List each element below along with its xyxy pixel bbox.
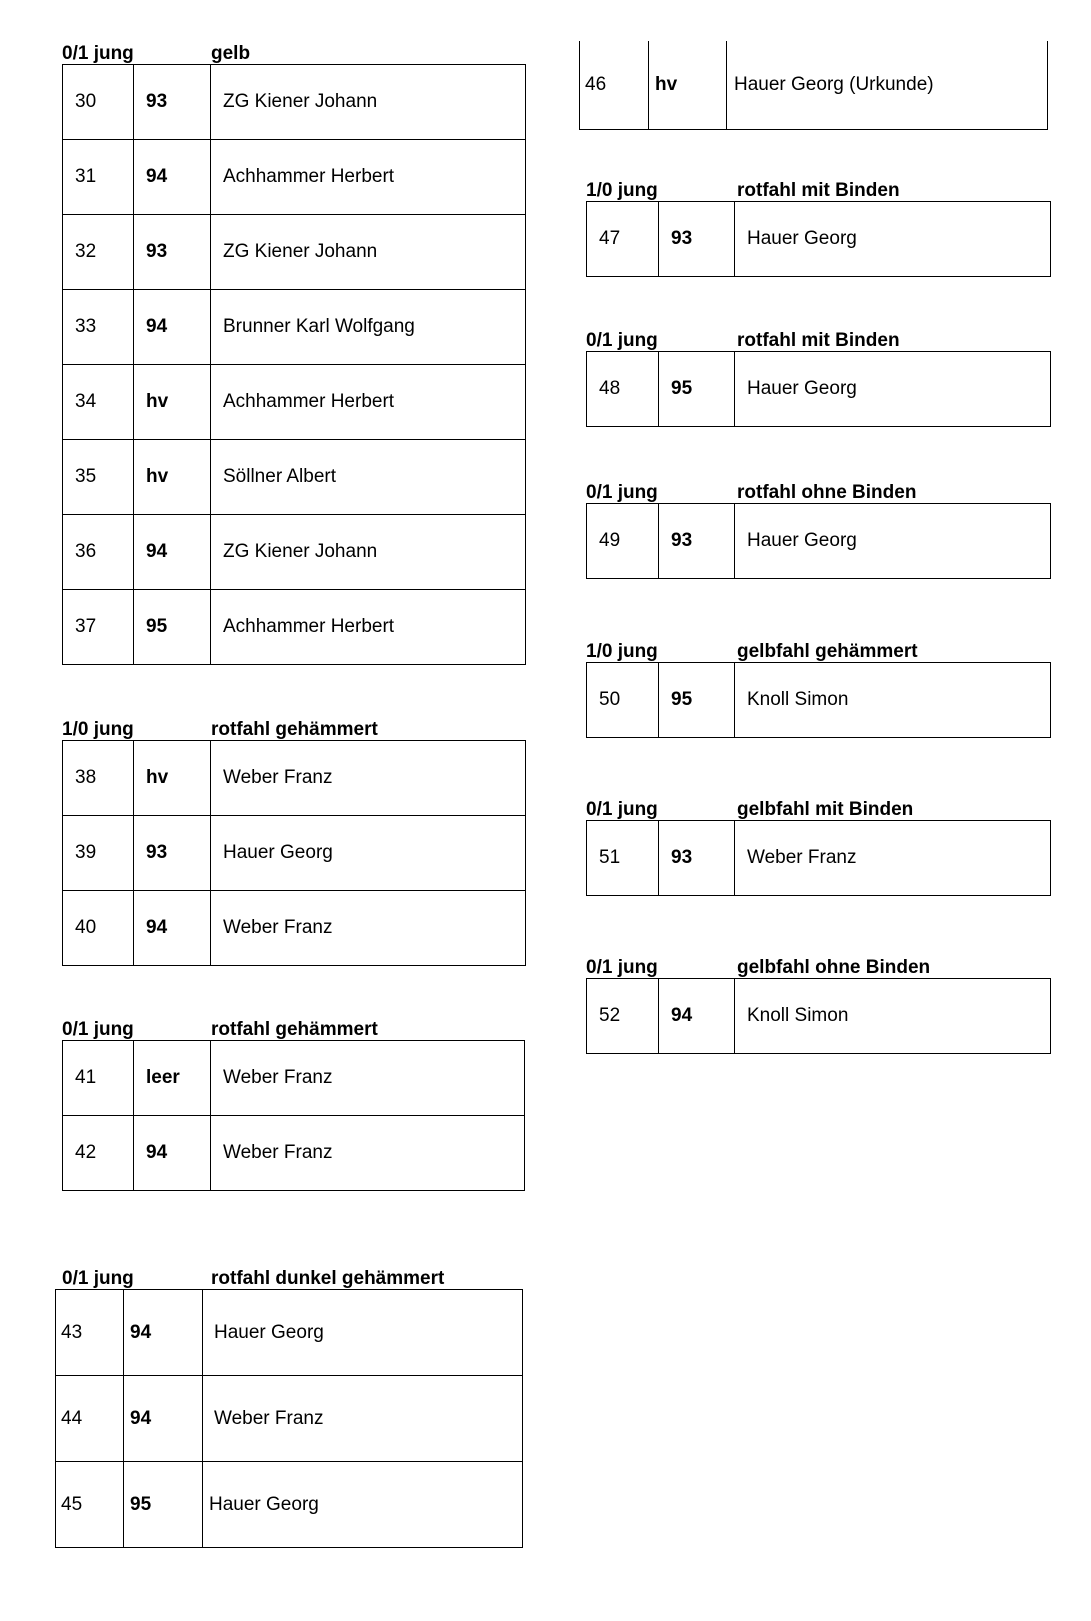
table-row — [63, 515, 526, 590]
group-block — [62, 1020, 525, 1191]
entry-name: ZG Kiener Johann — [211, 515, 526, 590]
entries-table — [62, 740, 526, 966]
entry-number: 52 — [587, 979, 659, 1054]
group-heading — [62, 1020, 525, 1040]
entry-number: 43 — [56, 1290, 124, 1376]
entry-name: Hauer Georg — [203, 1462, 523, 1548]
table-row — [63, 1116, 525, 1191]
entry-score: 93 — [659, 202, 735, 277]
entry-score: 95 — [124, 1462, 203, 1548]
entry-number: 33 — [63, 290, 134, 365]
group-color-label: gelbfahl ohne Binden — [737, 957, 931, 978]
entry-name: Weber Franz — [735, 821, 1051, 896]
group-color-label: rotfahl gehämmert — [211, 1019, 378, 1040]
entry-number: 45 — [56, 1462, 124, 1548]
entry-score: 94 — [124, 1290, 203, 1376]
group-color-label: rotfahl ohne Binden — [737, 482, 917, 503]
table-row — [63, 365, 526, 440]
table-row — [587, 352, 1051, 427]
entry-name: Hauer Georg — [735, 504, 1051, 579]
entry-number: 49 — [587, 504, 659, 579]
group-block — [579, 41, 1048, 130]
entry-name: Söllner Albert — [211, 440, 526, 515]
table-row — [580, 41, 1048, 129]
table-row — [63, 891, 526, 966]
group-heading — [586, 800, 1051, 820]
group-color-label: rotfahl mit Binden — [737, 330, 900, 351]
entry-name: Hauer Georg — [735, 352, 1051, 427]
entries-table — [62, 1040, 525, 1191]
entry-name: Hauer Georg — [203, 1290, 523, 1376]
entry-number: 32 — [63, 215, 134, 290]
entry-number: 37 — [63, 590, 134, 665]
table-row — [63, 215, 526, 290]
group-heading — [586, 331, 1051, 351]
entry-number: 47 — [587, 202, 659, 277]
entry-name: Achhammer Herbert — [211, 140, 526, 215]
entries-table — [55, 1289, 523, 1548]
entry-number: 31 — [63, 140, 134, 215]
group-color-label: gelbfahl mit Binden — [737, 799, 914, 820]
entry-name: Hauer Georg — [735, 202, 1051, 277]
entry-score: 94 — [134, 1116, 211, 1191]
group-block — [586, 331, 1051, 427]
group-class-label: 0/1 jung — [62, 43, 134, 64]
table-row — [587, 663, 1051, 738]
table-row — [63, 65, 526, 140]
entry-score: 93 — [134, 215, 211, 290]
entry-score: 94 — [124, 1376, 203, 1462]
group-block — [62, 44, 526, 665]
table-row — [56, 1290, 523, 1376]
group-color-label: rotfahl gehämmert — [211, 719, 378, 740]
entry-score: hv — [134, 741, 211, 816]
entry-number: 30 — [63, 65, 134, 140]
entry-name: Knoll Simon — [735, 979, 1051, 1054]
entry-score: 94 — [134, 140, 211, 215]
entry-number: 36 — [63, 515, 134, 590]
entry-name: Achhammer Herbert — [211, 365, 526, 440]
entry-number: 40 — [63, 891, 134, 966]
entry-score: 93 — [134, 65, 211, 140]
entry-score: 94 — [659, 979, 735, 1054]
entry-name: Weber Franz — [211, 741, 526, 816]
entry-number: 38 — [63, 741, 134, 816]
group-class-label: 1/0 jung — [586, 180, 658, 201]
table-row — [587, 821, 1051, 896]
entry-score: 93 — [659, 504, 735, 579]
group-color-label: rotfahl dunkel gehämmert — [211, 1268, 445, 1289]
entry-number: 48 — [587, 352, 659, 427]
entry-name: Hauer Georg — [211, 816, 526, 891]
entry-number: 35 — [63, 440, 134, 515]
entries-table — [586, 978, 1051, 1054]
entries-table — [586, 351, 1051, 427]
table-row — [63, 1041, 525, 1116]
entry-score: 94 — [134, 290, 211, 365]
entry-number: 46 — [580, 41, 649, 129]
entries-table — [586, 201, 1051, 277]
entry-number: 50 — [587, 663, 659, 738]
group-class-label: 0/1 jung — [62, 1019, 134, 1040]
table-row — [63, 140, 526, 215]
table-row — [63, 816, 526, 891]
entry-name: ZG Kiener Johann — [211, 65, 526, 140]
entry-score: 95 — [659, 352, 735, 427]
group-heading — [62, 720, 526, 740]
entry-name: Achhammer Herbert — [211, 590, 526, 665]
entry-score: 94 — [134, 515, 211, 590]
group-class-label: 0/1 jung — [586, 799, 658, 820]
group-block — [586, 800, 1051, 896]
entry-name: Hauer Georg (Urkunde) — [727, 41, 1048, 129]
group-class-label: 0/1 jung — [586, 482, 658, 503]
entry-number: 44 — [56, 1376, 124, 1462]
entries-table — [62, 64, 526, 665]
group-block — [586, 958, 1051, 1054]
entry-score: 95 — [134, 590, 211, 665]
table-row — [56, 1376, 523, 1462]
table-row — [63, 440, 526, 515]
group-block — [586, 181, 1051, 277]
table-row — [587, 504, 1051, 579]
entry-score: hv — [134, 440, 211, 515]
entry-score: 94 — [134, 891, 211, 966]
table-row — [63, 290, 526, 365]
table-row — [587, 979, 1051, 1054]
entry-name: Weber Franz — [211, 891, 526, 966]
entry-name: Weber Franz — [211, 1041, 525, 1116]
group-class-label: 1/0 jung — [62, 719, 134, 740]
entry-number: 34 — [63, 365, 134, 440]
entries-table — [579, 41, 1048, 130]
group-heading — [586, 483, 1051, 503]
entries-table — [586, 662, 1051, 738]
group-class-label: 0/1 jung — [62, 1268, 134, 1289]
entry-score: leer — [134, 1041, 211, 1116]
table-row — [63, 590, 526, 665]
group-heading — [586, 642, 1051, 662]
entry-score: 93 — [659, 821, 735, 896]
entry-name: Knoll Simon — [735, 663, 1051, 738]
group-block — [62, 720, 526, 966]
group-color-label: gelbfahl gehämmert — [737, 641, 918, 662]
group-class-label: 0/1 jung — [586, 957, 658, 978]
entry-score: hv — [649, 41, 727, 129]
entry-score: 93 — [134, 816, 211, 891]
entry-number: 42 — [63, 1116, 134, 1191]
entry-name: Weber Franz — [211, 1116, 525, 1191]
group-class-label: 1/0 jung — [586, 641, 658, 662]
entry-number: 51 — [587, 821, 659, 896]
entry-name: Brunner Karl Wolfgang — [211, 290, 526, 365]
entry-name: ZG Kiener Johann — [211, 215, 526, 290]
table-row — [56, 1462, 523, 1548]
group-block — [586, 483, 1051, 579]
group-class-label: 0/1 jung — [586, 330, 658, 351]
entries-table — [586, 820, 1051, 896]
entry-score: 95 — [659, 663, 735, 738]
group-heading — [62, 44, 526, 64]
group-block — [55, 1269, 523, 1548]
group-heading — [586, 958, 1051, 978]
table-row — [63, 741, 526, 816]
group-heading — [586, 181, 1051, 201]
entry-score: hv — [134, 365, 211, 440]
entry-number: 41 — [63, 1041, 134, 1116]
group-color-label: rotfahl mit Binden — [737, 180, 900, 201]
group-block — [586, 642, 1051, 738]
table-row — [587, 202, 1051, 277]
group-heading — [55, 1269, 523, 1289]
entry-number: 39 — [63, 816, 134, 891]
entry-name: Weber Franz — [203, 1376, 523, 1462]
entries-table — [586, 503, 1051, 579]
group-color-label: gelb — [211, 43, 251, 64]
